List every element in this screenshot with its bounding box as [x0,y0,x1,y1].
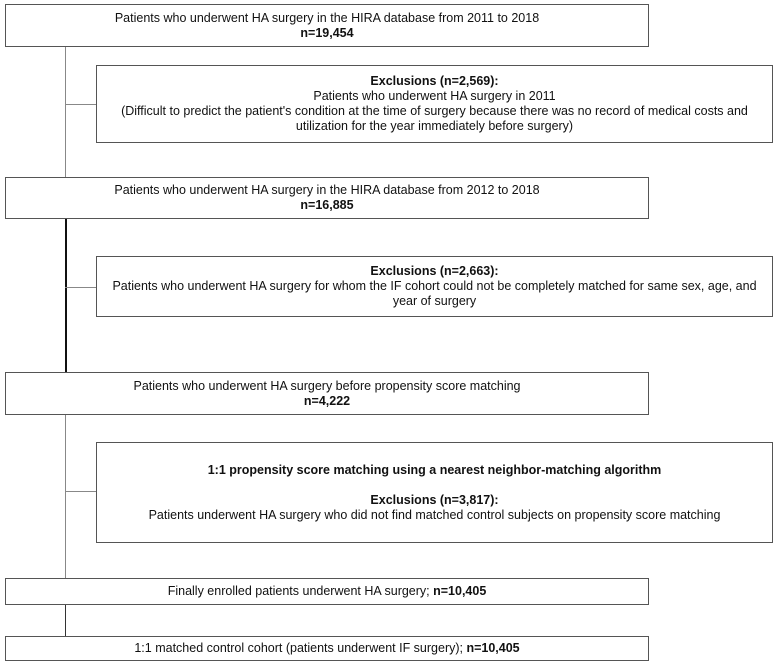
matching-heading: 1:1 propensity score matching using a nearest neighbor-matching algorithm [207,462,662,477]
box-count: n=19,454 [300,25,354,40]
initial-cohort-box [5,4,649,47]
exclusion-title: Exclusions (n=2,663): [370,264,499,278]
control-cohort-box [5,636,649,661]
exclusion-title: Exclusions (n=3,817): [370,492,499,507]
connector-line [65,218,67,372]
box-count: n=10,405 [466,641,520,655]
exclusion-title: Exclusions (n=2,569): [370,74,499,88]
exclusion-box-3 [96,442,773,543]
connector-line [65,604,66,636]
connector-line [65,287,97,288]
exclusion-text: (Difficult to predict the patient's condition at the time of surgery because there was no record of medical costs and utilization for the year immediately before surgery) [121,104,748,133]
exclusion-text: Patients who underwent HA surgery for whom the IF cohort could not be completely matched for same sex, age, and year of surgery [112,279,757,308]
box-count: n=4,222 [303,393,351,408]
third-cohort-box [5,372,649,415]
box-count: n=16,885 [300,198,354,212]
box-text: 1:1 matched control cohort (patients underwent IF surgery); [134,641,467,655]
exclusion-box-2 [96,256,773,317]
box-count: n=10,405 [433,584,487,598]
second-cohort-box [5,177,649,219]
enrolled-cohort-box [5,578,649,605]
exclusion-text: Patients who underwent HA surgery in 2011 [313,89,556,103]
connector-line [65,104,97,105]
box-text: Patients who underwent HA surgery in the HIRA database from 2011 to 2018 [114,10,540,25]
exclusion-box-1 [96,65,773,143]
connector-line [65,414,66,578]
box-text: Finally enrolled patients underwent HA surgery; [167,584,434,598]
exclusion-text: Patients underwent HA surgery who did not find matched control subjects on propensity score matching [148,507,721,522]
connector-line [65,47,66,177]
connector-line [65,491,97,492]
box-text: Patients who underwent HA surgery in the HIRA database from 2012 to 2018 [114,183,540,197]
box-text: Patients who underwent HA surgery before propensity score matching [133,378,521,393]
